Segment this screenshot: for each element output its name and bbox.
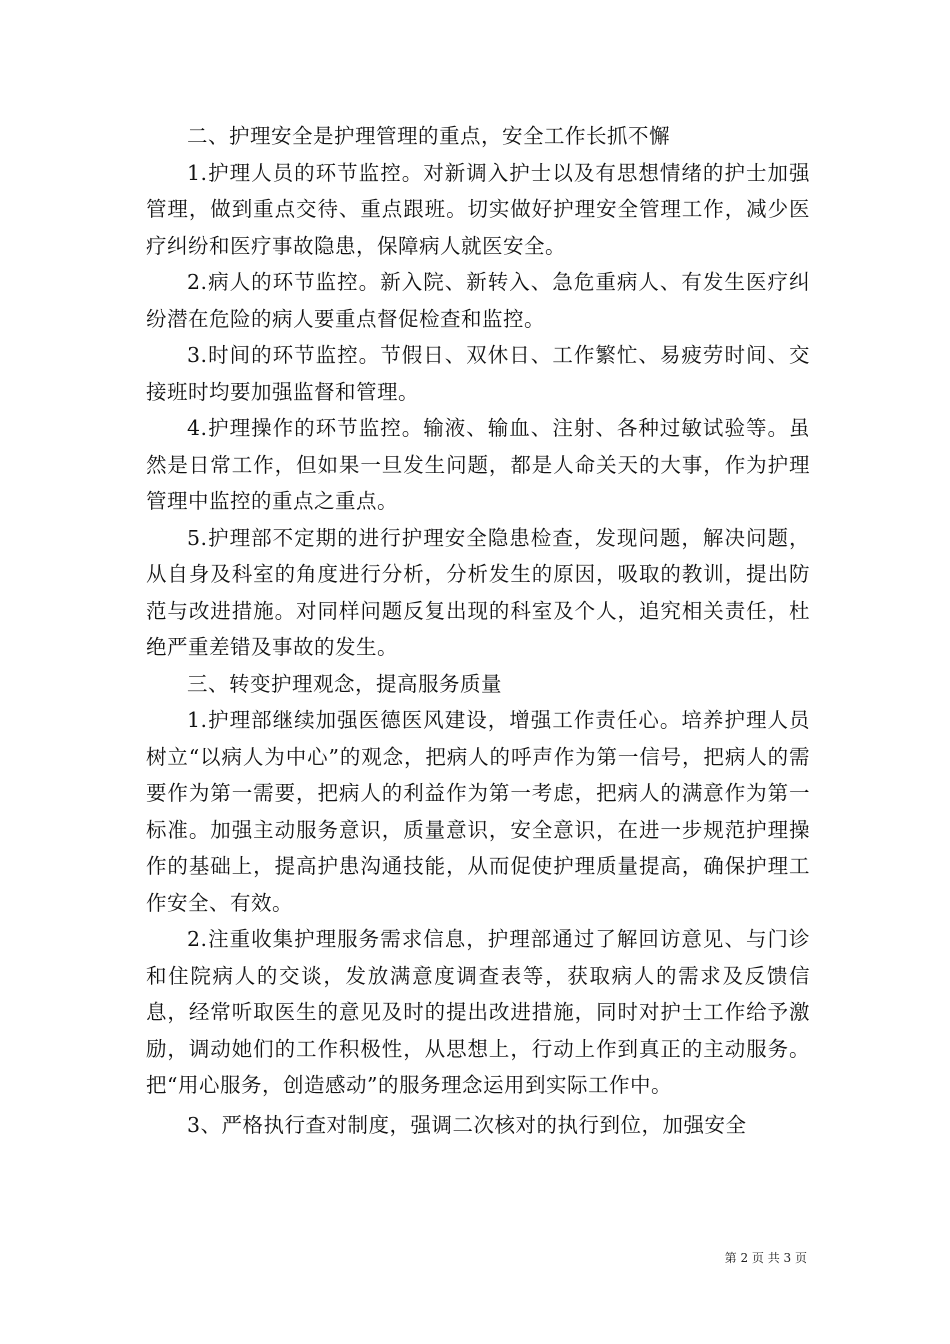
paragraph: 5.护理部不定期的进行护理安全隐患检查，发现问题，解决问题，从自身及科室的角度进行分析，分析发生的原因，吸取的教训，提出防范与改进措施。对同样问题反复出现的科室及个人，追究相关责任，杜绝严重差错及事故的发生。: [146, 525, 810, 659]
paragraph: 2.注重收集护理服务需求信息，护理部通过了解回访意见、与门诊和住院病人的交谈，发放满意度调查表等，获取病人的需求及反馈信息，经常听取医生的意见及时的提出改进措施，同时对护士工作给予激励，调动她们的工作积极性，从思想上，行动上作到真正的主动服务。把“用心服务，创造感动”的服务理念运用到实际工作中。: [146, 927, 810, 1097]
paragraph: 1.护理部继续加强医德医风建设，增强工作责任心。培养护理人员树立“以病人为中心”的观念，把病人的呼声作为第一信号，把病人的需要作为第一需要，把病人的利益作为第一考虑，把病人的满意作为第一标准。加强主动服务意识，质量意识，安全意识，在进一步规范护理操作的基础上，提高护患沟通技能，从而促使护理质量提高，确保护理工作安全、有效。: [146, 708, 810, 915]
paragraph: 1.护理人员的环节监控。对新调入护士以及有思想情绪的护士加强管理，做到重点交待、重点跟班。切实做好护理安全管理工作，减少医疗纠纷和医疗事故隐患，保障病人就医安全。: [146, 160, 810, 258]
section-heading-safety: 二、护理安全是护理管理的重点，安全工作长抓不懈: [187, 124, 670, 148]
document-body: [146, 118, 810, 1143]
paragraph: 3.时间的环节监控。节假日、双休日、工作繁忙、易疲劳时间、交接班时均要加强监督和管理。: [146, 343, 810, 404]
page-number-footer: 第 2 页 共 3 页: [724, 1251, 807, 1265]
section-heading-service: 三、转变护理观念，提高服务质量: [187, 671, 502, 696]
paragraph: 2.病人的环节监控。新入院、新转入、急危重病人、有发生医疗纠纷潜在危险的病人要重点督促检查和监控。: [146, 270, 810, 331]
paragraph: 3、严格执行查对制度，强调二次核对的执行到位，加强安全: [187, 1112, 747, 1137]
paragraph: 4.护理操作的环节监控。输液、输血、注射、各种过敏试验等。虽然是日常工作，但如果一旦发生问题，都是人命关天的大事，作为护理管理中监控的重点之重点。: [146, 416, 810, 513]
